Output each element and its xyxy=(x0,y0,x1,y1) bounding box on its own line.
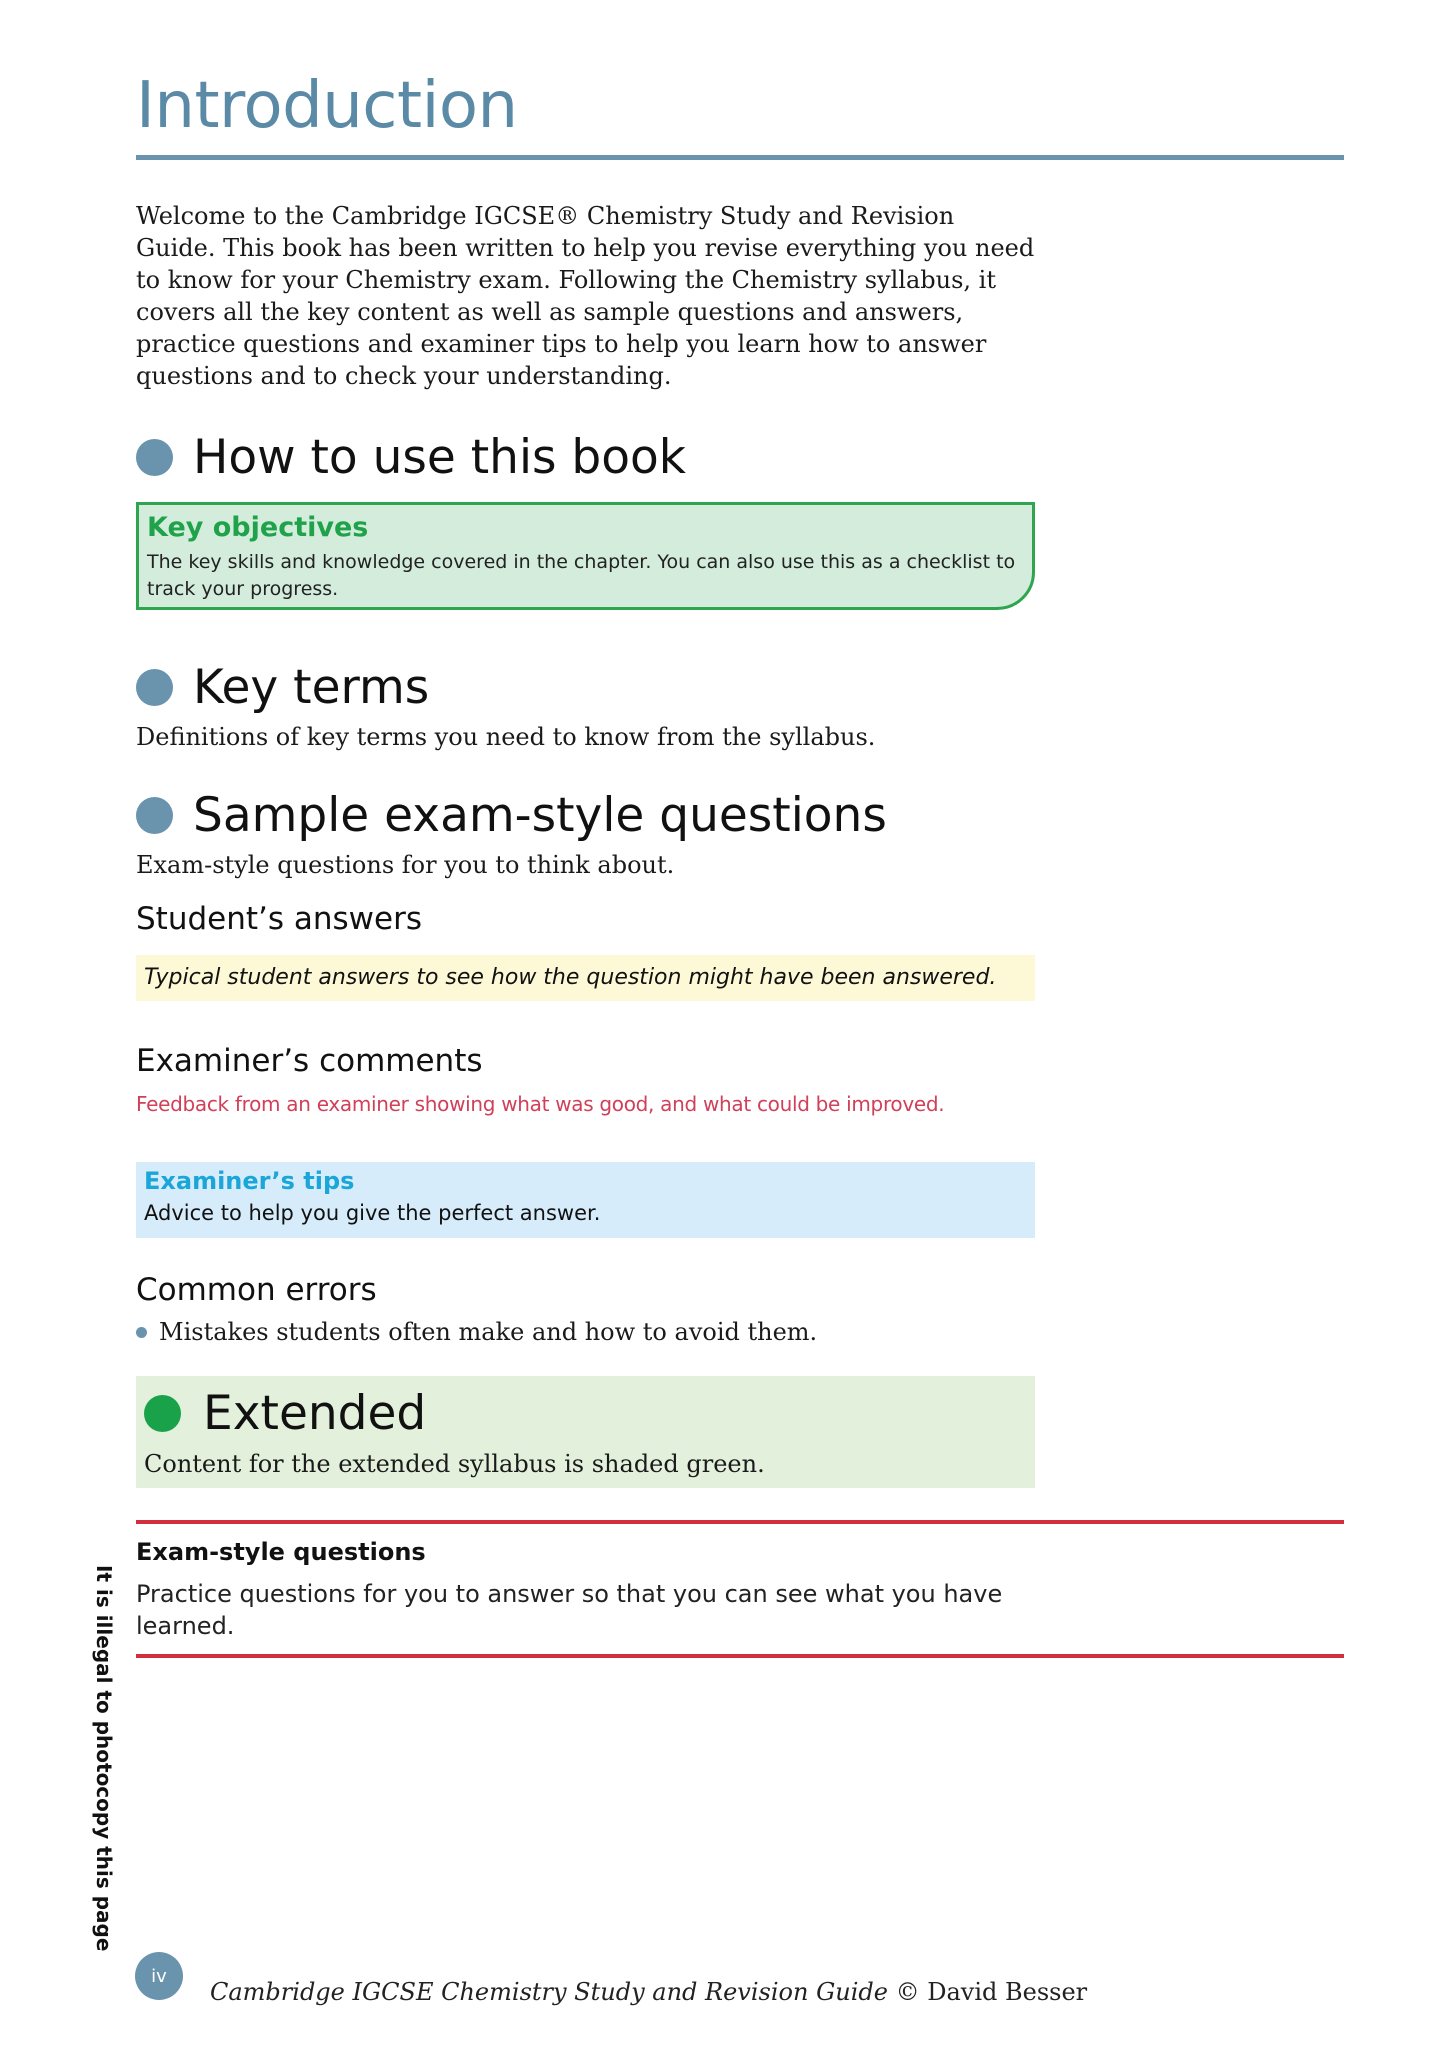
exam-questions-bottom-rule xyxy=(136,1654,1344,1658)
examiners-comments-heading: Examiner’s comments xyxy=(136,1043,483,1079)
common-errors-heading: Common errors xyxy=(136,1272,377,1308)
how-to-use-heading-text: How to use this book xyxy=(193,430,686,485)
footer-book-title: Cambridge IGCSE Chemistry Study and Revision Guide xyxy=(210,1978,888,2006)
exam-style-questions-title: Exam-style questions xyxy=(136,1538,426,1566)
circle-bullet-icon xyxy=(136,797,173,834)
key-terms-text: Definitions of key terms you need to know from the syllabus. xyxy=(136,723,876,751)
dot-bullet-icon xyxy=(136,1327,147,1338)
exam-questions-top-rule xyxy=(136,1520,1344,1524)
key-terms-heading-text: Key terms xyxy=(193,660,430,715)
green-circle-bullet-icon xyxy=(144,1395,181,1432)
examiners-tips-title: Examiner’s tips xyxy=(144,1167,355,1195)
key-objectives-box xyxy=(136,502,1035,610)
list-item xyxy=(136,1320,817,1344)
page-title: Introduction xyxy=(136,69,518,143)
exam-style-questions-text: Practice questions for you to answer so that you can see what you have learned. xyxy=(136,1580,1003,1640)
page-number: iv xyxy=(151,1965,167,1987)
key-terms-heading xyxy=(136,660,430,715)
examiners-comments-text: Feedback from an examiner showing what was good, and what could be improved. xyxy=(136,1092,945,1116)
extended-box xyxy=(136,1376,1035,1488)
sample-questions-heading-text: Sample exam-style questions xyxy=(193,788,887,843)
extended-heading xyxy=(144,1386,427,1441)
students-answers-heading: Student’s answers xyxy=(136,901,423,937)
sample-questions-heading xyxy=(136,788,887,843)
how-to-use-heading xyxy=(136,430,686,485)
footer xyxy=(210,1980,1087,2004)
extended-text: Content for the extended syllabus is shaded green. xyxy=(144,1450,765,1478)
photocopy-warning: It is illegal to photocopy this page xyxy=(92,1565,116,1952)
examiners-tips-text: Advice to help you give the perfect answer. xyxy=(144,1201,601,1225)
intro-paragraph: Welcome to the Cambridge IGCSE® Chemistry Study and Revision Guide. This book has been written to help you revise everything you need to know for your Chemistry exam. Following the Chemistry syllabus, it covers all the key content as well as sample questions and answers, practice questions and examiner tips to help you learn how to answer questions and to check your understanding. xyxy=(136,202,1035,390)
circle-bullet-icon xyxy=(136,439,173,476)
page-number-badge xyxy=(135,1952,183,2000)
students-answers-box xyxy=(136,955,1035,1001)
common-errors-item-text: Mistakes students often make and how to avoid them. xyxy=(159,1318,818,1346)
extended-heading-text: Extended xyxy=(203,1386,427,1441)
key-objectives-text: The key skills and knowledge covered in the chapter. You can also use this as a checklist to track your progress. xyxy=(147,551,1016,600)
students-answers-text: Typical student answers to see how the question might have been answered. xyxy=(144,965,997,990)
sample-questions-text: Exam-style questions for you to think about. xyxy=(136,851,675,879)
examiners-tips-box xyxy=(136,1162,1035,1238)
title-divider xyxy=(136,155,1344,160)
key-objectives-title: Key objectives xyxy=(147,512,369,543)
circle-bullet-icon xyxy=(136,669,173,706)
footer-copyright: © David Besser xyxy=(895,1978,1088,2006)
